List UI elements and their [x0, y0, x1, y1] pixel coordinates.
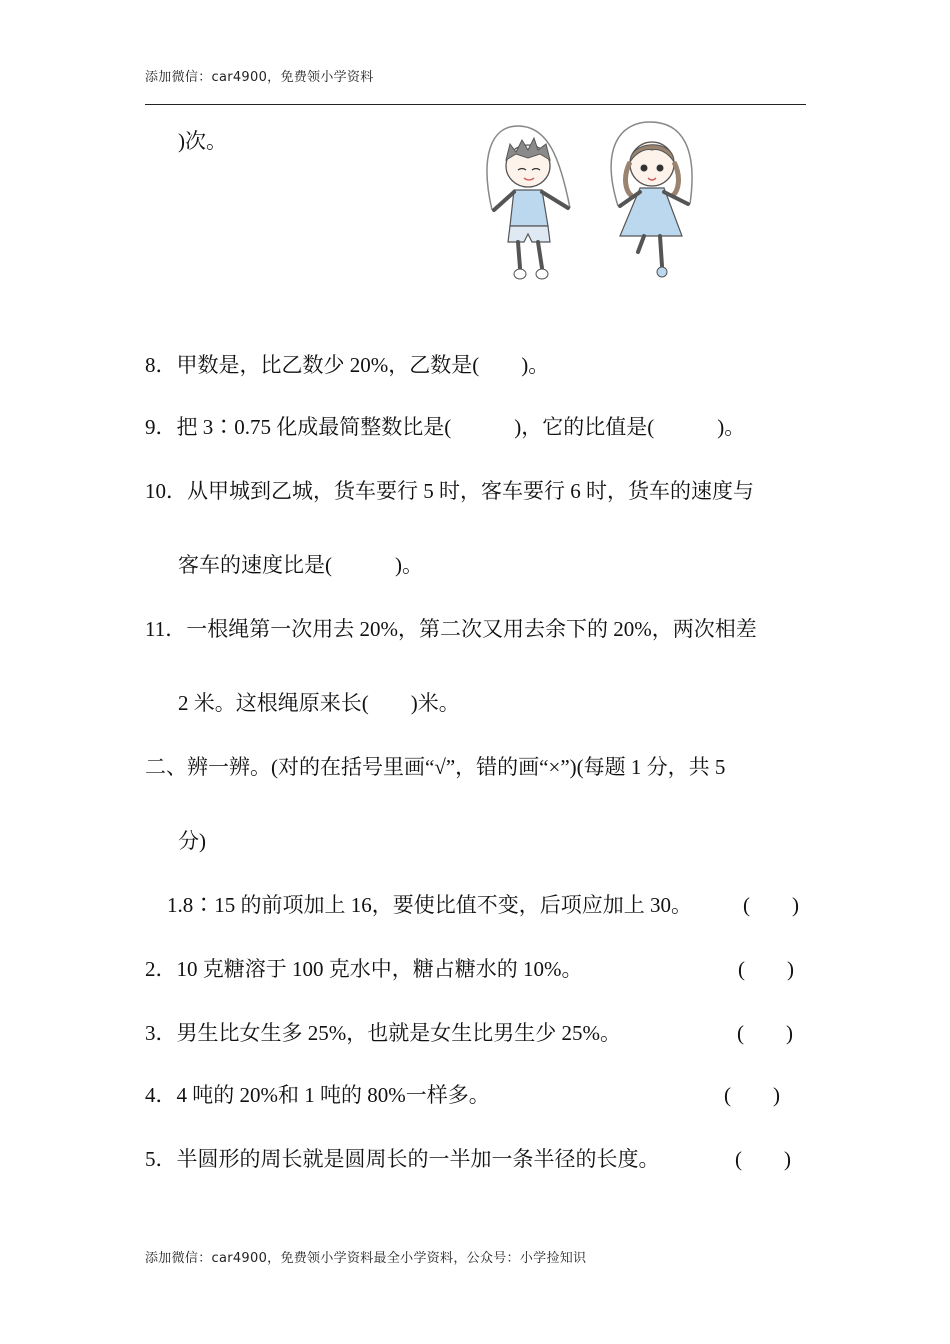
header-divider [145, 104, 806, 105]
answer-bracket-3[interactable]: ( ) [737, 1021, 793, 1045]
page-footer: 添加微信：car4900，免费领小学资料最全小学资料，公众号：小学捡知识 [145, 1251, 587, 1266]
page-header: 添加微信：car4900，免费领小学资料 [145, 70, 374, 85]
answer-bracket-1[interactable]: ( ) [743, 893, 799, 917]
judge-item-1: 1.8∶15 的前项加上 16，要使比值不变，后项应加上 30。 [167, 893, 692, 917]
answer-bracket-4[interactable]: ( ) [724, 1083, 780, 1107]
question-11-line-2: 2 米。这根绳原来长( )米。 [178, 691, 460, 715]
answer-bracket-5[interactable]: ( ) [735, 1147, 791, 1171]
boy-jumping-icon [487, 126, 570, 279]
judge-item-5: 5．半圆形的周长就是圆周长的一半加一条半径的长度。 [145, 1147, 660, 1171]
question-10-line-2: 客车的速度比是( )。 [178, 553, 423, 577]
jump-rope-children-illustration [470, 118, 710, 298]
question-7-tail: )次。 [178, 129, 227, 153]
question-9: 9．把 3∶0.75 化成最简整数比是( )，它的比值是( )。 [145, 415, 746, 439]
section-2-title: 二、辨一辨。(对的在括号里画“√”，错的画“×”)(每题 1 分，共 5 [145, 755, 726, 779]
question-10-line-1: 10．从甲城到乙城，货车要行 5 时，客车要行 6 时，货车的速度与 [145, 479, 754, 503]
girl-jumping-icon [611, 122, 692, 277]
judge-item-3: 3．男生比女生多 25%，也就是女生比男生少 25%。 [145, 1021, 621, 1045]
judge-item-2: 2．10 克糖溶于 100 克水中，糖占糖水的 10%。 [145, 957, 583, 981]
section-2-title-cont: 分) [178, 829, 206, 853]
question-8: 8．甲数是，比乙数少 20%，乙数是( )。 [145, 353, 550, 377]
judge-item-4: 4．4 吨的 20%和 1 吨的 80%一样多。 [145, 1083, 490, 1107]
answer-bracket-2[interactable]: ( ) [738, 957, 794, 981]
question-11-line-1: 11．一根绳第一次用去 20%，第二次又用去余下的 20%，两次相差 [145, 617, 757, 641]
